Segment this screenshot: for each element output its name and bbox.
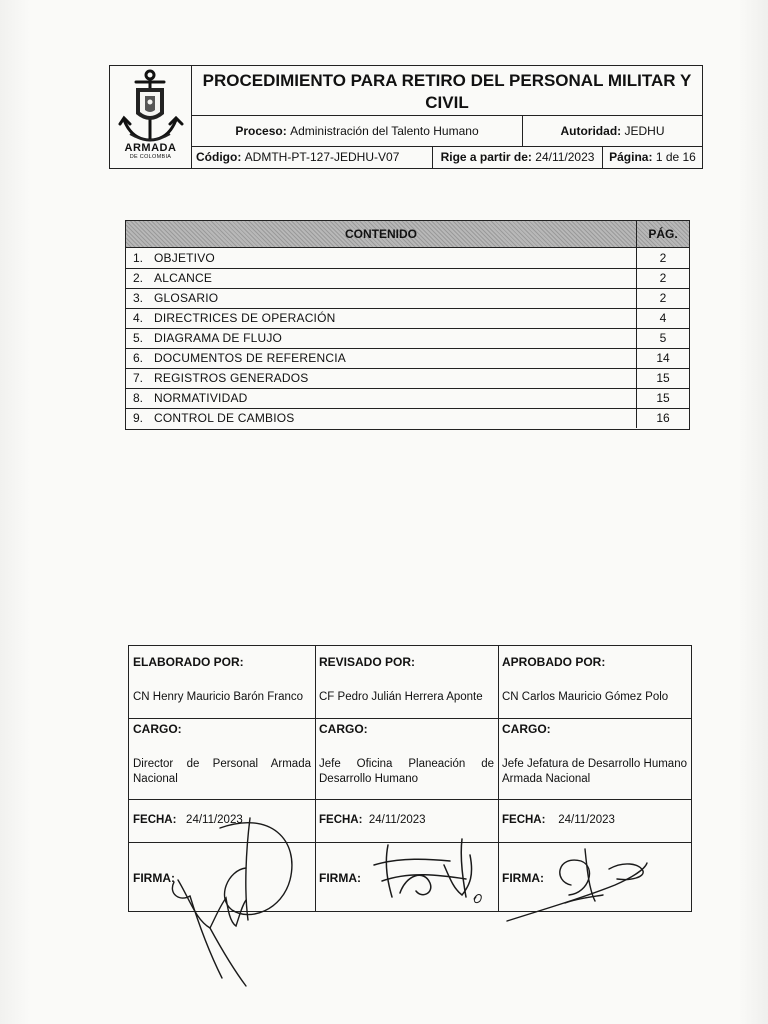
approved-by-date-label: FECHA: <box>502 814 546 826</box>
contents-item-label: NORMATIVIDAD <box>154 391 248 405</box>
contents-item-label: REGISTROS GENERADOS <box>154 371 309 385</box>
contents-heading: CONTENIDO <box>345 227 417 241</box>
contents-item-number: 7. <box>133 371 144 385</box>
contents-item-label: DIRECTRICES DE OPERACIÓN <box>154 311 336 325</box>
contents-row <box>126 348 689 369</box>
armada-logo <box>110 66 192 168</box>
authority-cell <box>522 116 702 146</box>
code-value: ADMTH-PT-127-JEDHU-V07 <box>244 150 400 164</box>
contents-item-number: 3. <box>133 291 144 305</box>
contents-item-label: OBJETIVO <box>154 251 215 265</box>
reviewed-by-signature-label: FIRMA: <box>319 871 361 885</box>
approved-by-cargo: Jefe Jefatura de Desarrollo Humano Armada Nacional <box>502 758 687 785</box>
contents-item-page: 14 <box>636 348 689 368</box>
contents-item-page: 2 <box>636 248 689 268</box>
contents-item-number: 4. <box>133 311 144 325</box>
contents-header-row <box>126 221 689 248</box>
contents-item-page: 4 <box>636 308 689 328</box>
contents-item-number: 1. <box>133 251 144 265</box>
authority-value: JEDHU <box>624 124 665 138</box>
contents-item-number: 5. <box>133 331 144 345</box>
document-header <box>109 65 703 169</box>
contents-item-number: 6. <box>133 351 144 365</box>
contents-row <box>126 388 689 409</box>
page-column-heading: PÁG. <box>636 221 689 247</box>
contents-item-page: 2 <box>636 288 689 308</box>
prepared-by-cargo: Director de Personal Armada Nacional <box>133 758 311 785</box>
prepared-by-date-label: FECHA: <box>133 814 177 826</box>
code-label: Código: <box>196 150 242 164</box>
effective-date-value: 24/11/2023 <box>535 150 595 164</box>
prepared-by-cargo-label: CARGO: <box>133 722 182 736</box>
code-cell <box>196 146 432 168</box>
anchor-crest-icon <box>110 66 191 151</box>
header-code-row <box>192 146 702 168</box>
process-value: Administración del Talento Humano <box>290 124 479 138</box>
contents-item-page: 15 <box>636 368 689 388</box>
contents-item-number: 9. <box>133 411 144 425</box>
page-number-cell <box>602 146 702 168</box>
effective-date-cell <box>432 146 602 168</box>
contents-item-label: GLOSARIO <box>154 291 219 305</box>
reviewed-by-cargo-label: CARGO: <box>319 722 368 736</box>
contents-item-page: 5 <box>636 328 689 348</box>
contents-item-label: DIAGRAMA DE FLUJO <box>154 331 283 345</box>
contents-row <box>126 248 689 269</box>
process-cell <box>192 116 522 146</box>
prepared-by-signature-label: FIRMA: <box>133 871 175 885</box>
page-number-value: 1 de 16 <box>655 150 696 164</box>
approved-by-signature-label: FIRMA: <box>502 871 544 885</box>
contents-row <box>126 408 689 428</box>
reviewed-by-date: 24/11/2023 <box>368 814 426 826</box>
document-title: PROCEDIMIENTO PARA RETIRO DEL PERSONAL MILITAR Y CIVIL <box>192 66 702 116</box>
prepared-by-date: 24/11/2023 <box>186 814 243 826</box>
prepared-by-date-cell <box>129 814 315 826</box>
authority-label: Autoridad: <box>560 124 622 138</box>
contents-item-label: ALCANCE <box>154 271 213 285</box>
logo-subtext: DE COLOMBIA <box>129 154 172 160</box>
contents-item-page: 15 <box>636 388 689 408</box>
contents-item-page: 2 <box>636 268 689 288</box>
contents-item-label: DOCUMENTOS DE REFERENCIA <box>154 351 346 365</box>
logo-text: ARMADA <box>124 142 177 154</box>
approval-table <box>128 645 692 912</box>
process-label: Proceso: <box>235 124 287 138</box>
reviewed-by-date-cell <box>315 814 498 826</box>
contents-item-number: 8. <box>133 391 144 405</box>
contents-row <box>126 268 689 289</box>
contents-row <box>126 288 689 309</box>
page-number-label: Página: <box>609 150 653 164</box>
reviewed-by-name: CF Pedro Julián Herrera Aponte <box>319 691 483 703</box>
approved-by-label: APROBADO POR: <box>502 655 606 669</box>
approved-by-date-cell <box>498 814 693 826</box>
contents-table <box>125 220 690 430</box>
reviewed-by-date-label: FECHA: <box>319 814 363 826</box>
contents-row <box>126 308 689 329</box>
contents-row <box>126 328 689 349</box>
contents-row <box>126 368 689 389</box>
contents-item-label: CONTROL DE CAMBIOS <box>154 411 295 425</box>
contents-item-number: 2. <box>133 271 144 285</box>
approved-by-name: CN Carlos Mauricio Gómez Polo <box>502 691 669 703</box>
prepared-by-name: CN Henry Mauricio Barón Franco <box>133 691 304 703</box>
reviewed-by-cargo: Jefe Oficina Planeación de Desarrollo Humano <box>319 758 494 785</box>
approved-by-cargo-label: CARGO: <box>502 722 551 736</box>
header-process-row <box>192 116 702 147</box>
prepared-by-label: ELABORADO POR: <box>133 655 244 669</box>
effective-date-label: Rige a partir de: <box>440 150 532 164</box>
contents-item-page: 16 <box>636 408 689 428</box>
approved-by-date: 24/11/2023 <box>558 814 615 826</box>
reviewed-by-label: REVISADO POR: <box>319 655 416 669</box>
